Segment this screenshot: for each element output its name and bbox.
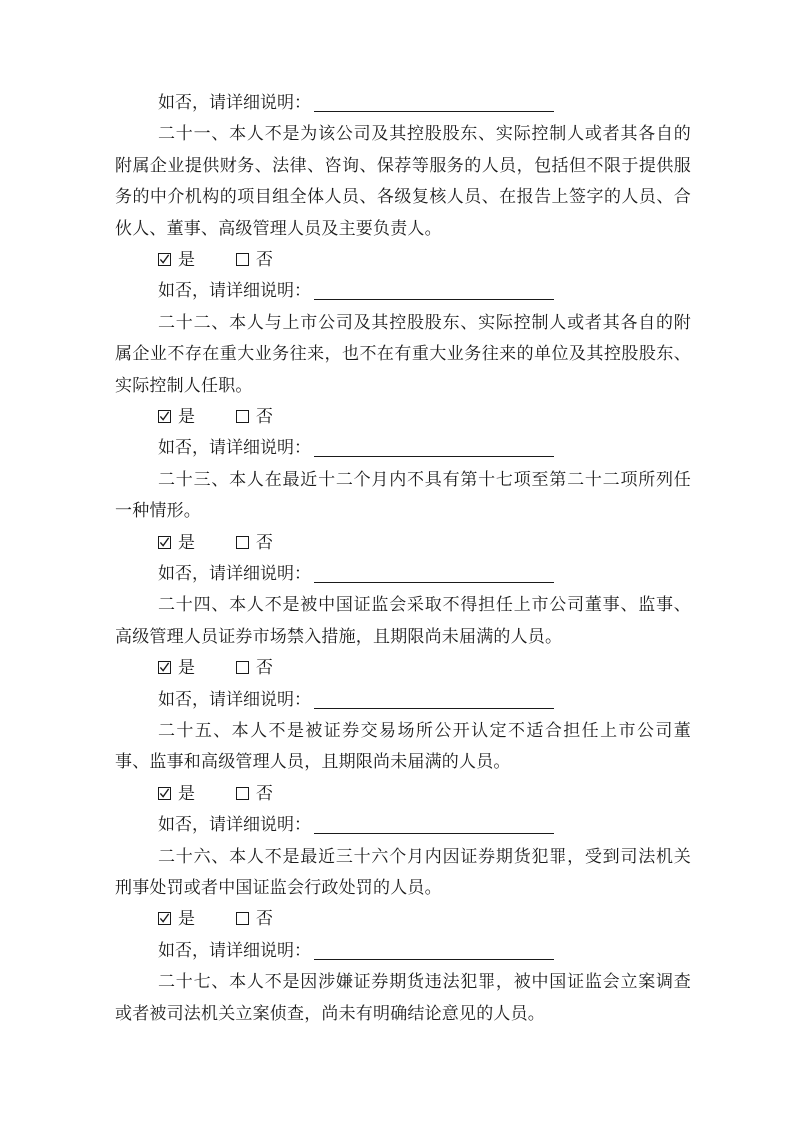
no-checkbox[interactable]: [236, 536, 249, 549]
no-label: 否: [256, 783, 273, 803]
yes-checkbox[interactable]: [158, 253, 171, 266]
no-label: 否: [256, 532, 273, 552]
declaration-item-24: [115, 589, 691, 715]
no-label: 否: [256, 250, 273, 270]
yes-no-row: [115, 903, 691, 934]
yes-label: 是: [178, 407, 195, 427]
no-checkbox[interactable]: [236, 410, 249, 423]
yes-label: 是: [178, 783, 195, 803]
no-label: 否: [256, 407, 273, 427]
declaration-item-27: [115, 966, 691, 1029]
item-text: 二十三、本人在最近十二个月内不具有第十七项至第二十二项所列任一种情形。: [115, 469, 691, 521]
yes-label: 是: [178, 532, 195, 552]
explanation-blank-line[interactable]: [314, 282, 554, 300]
yes-no-row: [115, 244, 691, 275]
yes-label: 是: [178, 909, 195, 929]
explain-prompt: 如否，请详细说明：: [158, 815, 311, 835]
explain-row: [115, 935, 691, 966]
item-text: 二十二、本人与上市公司及其控股股东、实际控制人或者其各自的附属企业不存在重大业务往来，也不在有重大业务往来的单位及其控股股东、实际控制人任职。: [115, 312, 691, 395]
explanation-blank-line[interactable]: [314, 691, 554, 709]
yes-label: 是: [178, 658, 195, 678]
yes-no-row: [115, 652, 691, 683]
no-checkbox[interactable]: [236, 661, 249, 674]
no-label: 否: [256, 658, 273, 678]
explain-prompt: 如否，请详细说明：: [158, 281, 311, 301]
explain-prompt: 如否，请详细说明：: [158, 438, 311, 458]
item-text: 二十六、本人不是最近三十六个月内因证券期货犯罪，受到司法机关刑事处罚或者中国证监会行政处罚的人员。: [115, 846, 691, 897]
explanation-blank-line[interactable]: [314, 942, 554, 960]
declaration-item-23: [115, 464, 691, 590]
no-label: 否: [256, 909, 273, 929]
explain-prompt: 如否，请详细说明：: [158, 564, 311, 583]
yes-no-row: [115, 527, 691, 558]
explanation-blank-line[interactable]: [314, 439, 554, 457]
declaration-item-22: [115, 307, 691, 464]
yes-no-row: [115, 778, 691, 809]
yes-checkbox[interactable]: [158, 787, 171, 800]
explain-prompt: 如否，请详细说明：: [158, 93, 311, 112]
yes-label: 是: [178, 250, 195, 270]
explanation-blank-line[interactable]: [314, 565, 554, 583]
no-checkbox[interactable]: [236, 253, 249, 266]
explain-row: [115, 275, 691, 306]
explain-row: [115, 432, 691, 463]
declaration-item-26: [115, 841, 691, 967]
explanation-blank-line[interactable]: [314, 816, 554, 834]
item-text: 二十七、本人不是因涉嫌证券期货违法犯罪，被中国证监会立案调查或者被司法机关立案侦查，尚未有明确结论意见的人员。: [115, 972, 691, 1023]
explain-row: [115, 809, 691, 840]
declaration-item-25: [115, 715, 691, 841]
yes-no-row: [115, 401, 691, 432]
explain-row: [115, 684, 691, 715]
explain-prompt: 如否，请详细说明：: [158, 940, 311, 960]
explain-prompt: 如否，请详细说明：: [158, 689, 311, 709]
explain-row: [115, 558, 691, 589]
no-checkbox[interactable]: [236, 787, 249, 800]
item-text: 二十四、本人不是被中国证监会采取不得担任上市公司董事、监事、高级管理人员证券市场禁入措施，且期限尚未届满的人员。: [115, 595, 691, 646]
explain-row-top: [115, 87, 691, 118]
yes-checkbox[interactable]: [158, 912, 171, 925]
no-checkbox[interactable]: [236, 912, 249, 925]
declaration-item-21: [115, 118, 691, 306]
yes-checkbox[interactable]: [158, 410, 171, 423]
yes-checkbox[interactable]: [158, 536, 171, 549]
item-text: 二十五、本人不是被证券交易场所公开认定不适合担任上市公司董事、监事和高级管理人员，且期限尚未届满的人员。: [115, 720, 691, 772]
item-text: 二十一、本人不是为该公司及其控股股东、实际控制人或者其各自的附属企业提供财务、法律、咨询、保荐等服务的人员，包括但不限于提供服务的中介机构的项目组全体人员、各级复核人员、在报告上签字的人员、合伙人、董事、高级管理人员及主要负责人。: [115, 124, 691, 238]
explanation-blank-line[interactable]: [314, 94, 554, 112]
yes-checkbox[interactable]: [158, 661, 171, 674]
